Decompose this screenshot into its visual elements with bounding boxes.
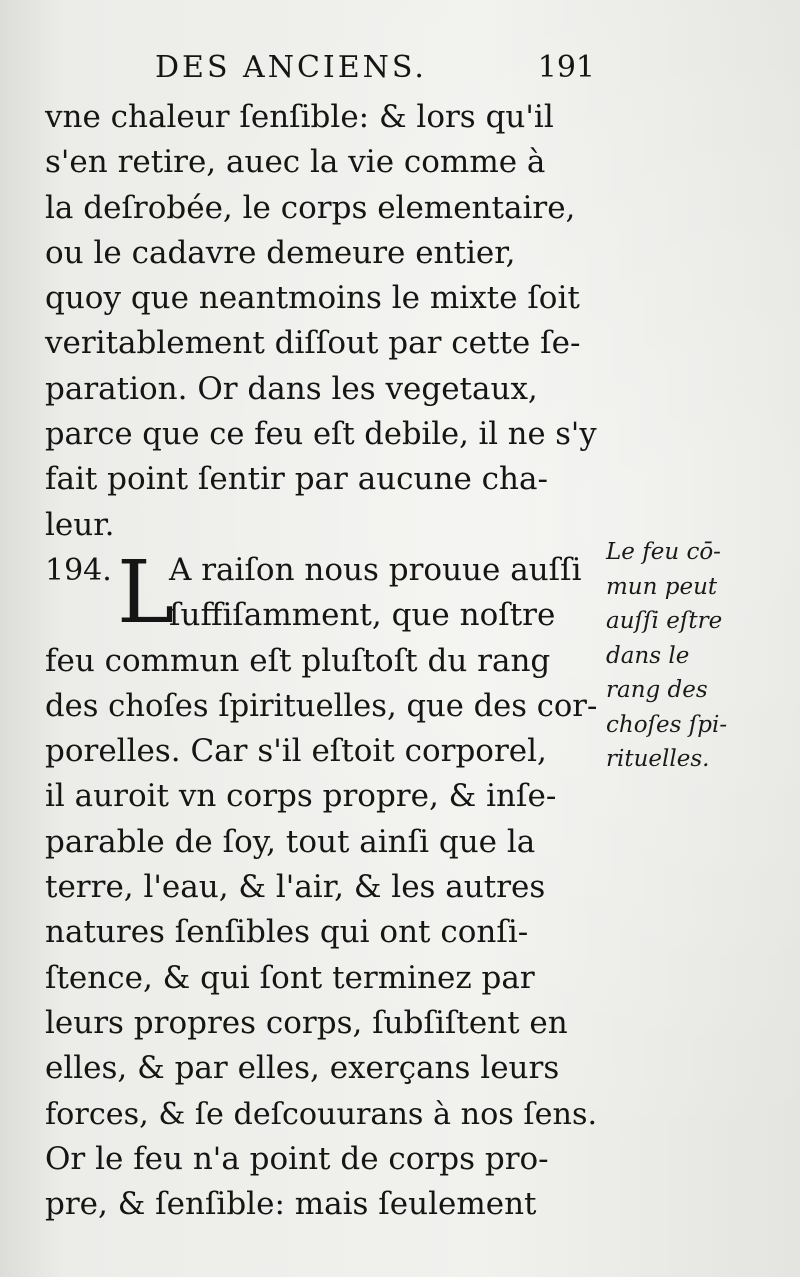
text-line: ou le cadavre demeure entier, <box>45 234 516 271</box>
body-text <box>45 95 597 1227</box>
margin-note-line: choſes ſpi- <box>606 711 728 738</box>
paragraph-number: 194. <box>45 552 112 588</box>
text-line: pre, & ſenſible: mais ſeulement <box>45 1186 537 1223</box>
text-line: parable de ſoy, tout ainſi que la <box>45 823 536 860</box>
text-line: parce que ce feu eſt debile, il ne s'y <box>45 417 597 453</box>
running-title: DES ANCIENS. <box>155 50 427 85</box>
text-line: leur. <box>45 506 115 543</box>
margin-note <box>606 535 796 777</box>
margin-note-line: dans le <box>606 642 690 669</box>
text-line: paration. Or dans les vegetaux, <box>45 370 538 407</box>
text-line: natures ſenſibles qui ont conſi- <box>45 914 529 951</box>
text-line: fait point ſentir par aucune cha- <box>45 461 548 498</box>
text-line: Or le feu n'a point de corps pro- <box>45 1140 549 1177</box>
margin-note-line: mun peut <box>606 573 718 600</box>
text-line: vne chaleur ſenſible: & lors qu'il <box>45 99 554 135</box>
text-line: feu commun eſt pluſtoſt du rang <box>45 642 551 679</box>
text-line: s'en retire, auec la vie comme à <box>45 144 546 181</box>
margin-note-line: Le feu cō- <box>606 539 721 565</box>
margin-note-line: rituelles. <box>606 746 710 772</box>
text-line: il auroit vn corps propre, & inſe- <box>45 778 557 815</box>
text-line: forces, & ſe deſcouurans à nos ſens. <box>45 1096 598 1132</box>
text-line: quoy que neantmoins le mixte ſoit <box>45 280 580 317</box>
text-line: veritablement diſſout par cette ſe- <box>45 325 581 362</box>
text-line: porelles. Car s'il eſtoit corporel, <box>45 733 547 770</box>
text-line: elles, & par elles, exerçans leurs <box>45 1050 560 1087</box>
text-line: leurs propres corps, ſubſiſtent en <box>45 1004 568 1041</box>
text-line: ſuffiſamment, que noſtre <box>169 597 556 634</box>
text-line: la deſrobée, le corps elementaire, <box>45 189 576 226</box>
margin-note-line: auſſi eſtre <box>606 608 723 634</box>
text-line: des choſes ſpirituelles, que des cor- <box>45 688 598 724</box>
text-line: terre, l'eau, & l'air, & les autres <box>45 869 546 906</box>
margin-note-line: rang des <box>606 677 708 703</box>
text-line: ſtence, & qui ſont terminez par <box>45 959 535 996</box>
drop-cap: L <box>117 542 175 643</box>
page-number: 191 <box>537 50 595 85</box>
first-line-text: A raiſon nous prouue auſſi <box>169 551 582 588</box>
running-head <box>155 50 595 90</box>
